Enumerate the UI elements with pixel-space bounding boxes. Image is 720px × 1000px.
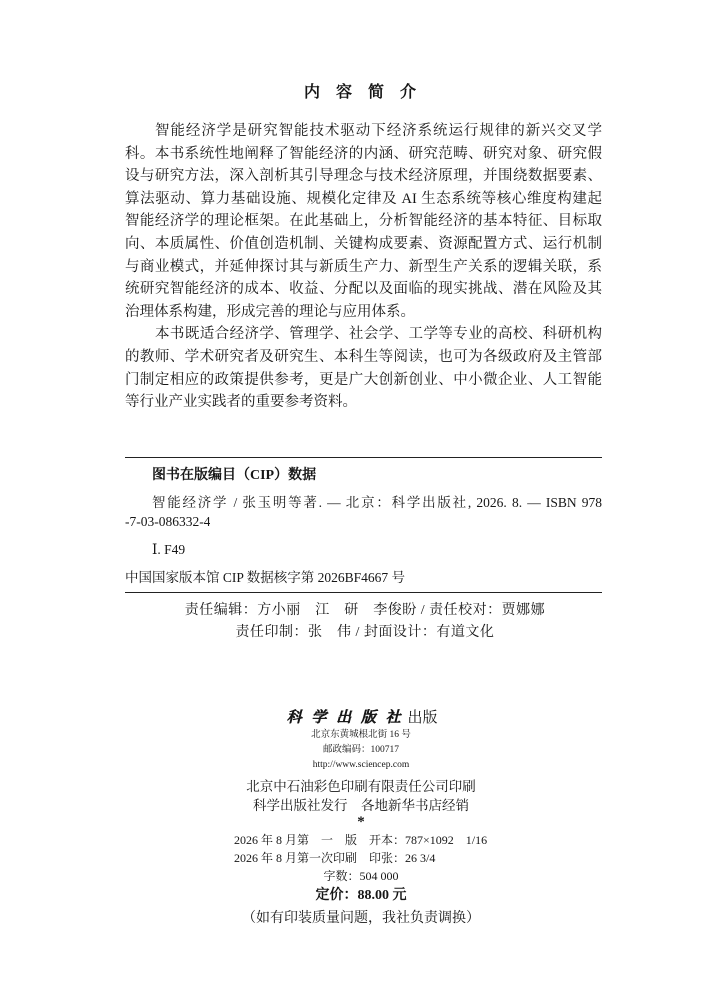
publisher-contact [0, 728, 720, 773]
cip-bottom-rule [125, 592, 602, 593]
cip-classification: Ⅰ. F49 [152, 542, 186, 557]
separator-asterisk: * [357, 814, 365, 830]
cip-record-line-2: -7-03-086332-4 [125, 514, 211, 529]
quality-notice: （如有印装质量问题，我社负责调换） [242, 911, 480, 926]
production-credits: 责任印制：张 伟 / 封面设计：有道文化 [235, 625, 495, 640]
editor-credits: 责任编辑：方小丽 江 研 李俊盼 / 责任校对：贾娜娜 [184, 603, 546, 618]
distribution-line: 科学出版社发行 各地新华书店经销 [253, 798, 469, 813]
intro-p2-line: 的教师、学术研究者及研究生、本科生等阅读，也可为各级政府及主管部 [125, 348, 602, 365]
cip-approval-number: 中国国家版本馆 CIP 数据核字第 2026BF4667 号 [125, 570, 406, 585]
price: 定价：88.00 元 [315, 888, 407, 903]
publisher-imprint [0, 704, 720, 728]
intro-p1-line: 算法驱动、算力基础设施、规模化定律及 AI 生态系统等核心维度构建起 [125, 190, 602, 207]
intro-p2-line: 等行业产业实践者的重要参考资料。 [125, 394, 357, 411]
publisher-suffix: 出版 [407, 709, 438, 726]
cip-heading: 图书在版编目（CIP）数据 [152, 468, 317, 483]
publisher-address: 北京东黄城根北街 16 号 [311, 730, 411, 740]
intro-body [125, 120, 602, 414]
cip-top-rule [125, 457, 602, 458]
publisher-url: http://www.sciencep.com [312, 760, 410, 770]
intro-p1-line: 智能经济学的理论框架。在此基础上，分析智能经济的基本特征、目标取 [125, 213, 602, 230]
intro-p1-line: 科。本书系统性地阐释了智能经济的内涵、研究范畴、研究对象、研究假 [125, 145, 602, 162]
publisher-postcode: 邮政编码：100717 [322, 745, 399, 755]
intro-title: 内 容 简 介 [303, 84, 422, 101]
cip-record-line-1: 智能经济学 / 张玉明等著. — 北京：科学出版社, 2026. 8. — ISBN 978 [152, 495, 602, 510]
intro-p1-line: 向、本质属性、价值创造机制、关键构成要素、资源配置方式、运行机制 [125, 235, 602, 252]
printing-line: 2026 年 8 月第一次印刷 印张：26 3/4 [234, 851, 436, 865]
edition-line: 2026 年 8 月第 一 版 开本：787×1092 1/16 [234, 833, 488, 847]
intro-p1-line: 智能经济学是研究智能技术驱动下经济系统运行规律的新兴交叉学 [155, 123, 602, 139]
intro-p2-line: 本书既适合经济学、管理学、社会学、工学等专业的高校、科研机构 [155, 326, 602, 343]
word-count: 字数：504 000 [323, 869, 399, 883]
intro-p1-line: 设与研究方法，深入剖析其引导理念与技术经济原理，并围绕数据要素、 [125, 168, 602, 185]
printer-line: 北京中石油彩色印刷有限责任公司印刷 [246, 779, 476, 794]
publisher-logo: 科 学 出 版 社 [286, 709, 404, 726]
intro-p1-line: 治理体系构建，形成完善的理论与应用体系。 [125, 303, 415, 320]
intro-p1-line: 与商业模式，并延伸探讨其与新质生产力、新型生产关系的逻辑关联，系 [125, 258, 602, 275]
intro-p1-line: 统研究智能经济的成本、收益、分配以及面临的现实挑战、潜在风险及其 [125, 281, 602, 298]
intro-p2-line: 门制定相应的政策提供参考，更是广大创新创业、中小微企业、人工智能 [125, 371, 602, 388]
